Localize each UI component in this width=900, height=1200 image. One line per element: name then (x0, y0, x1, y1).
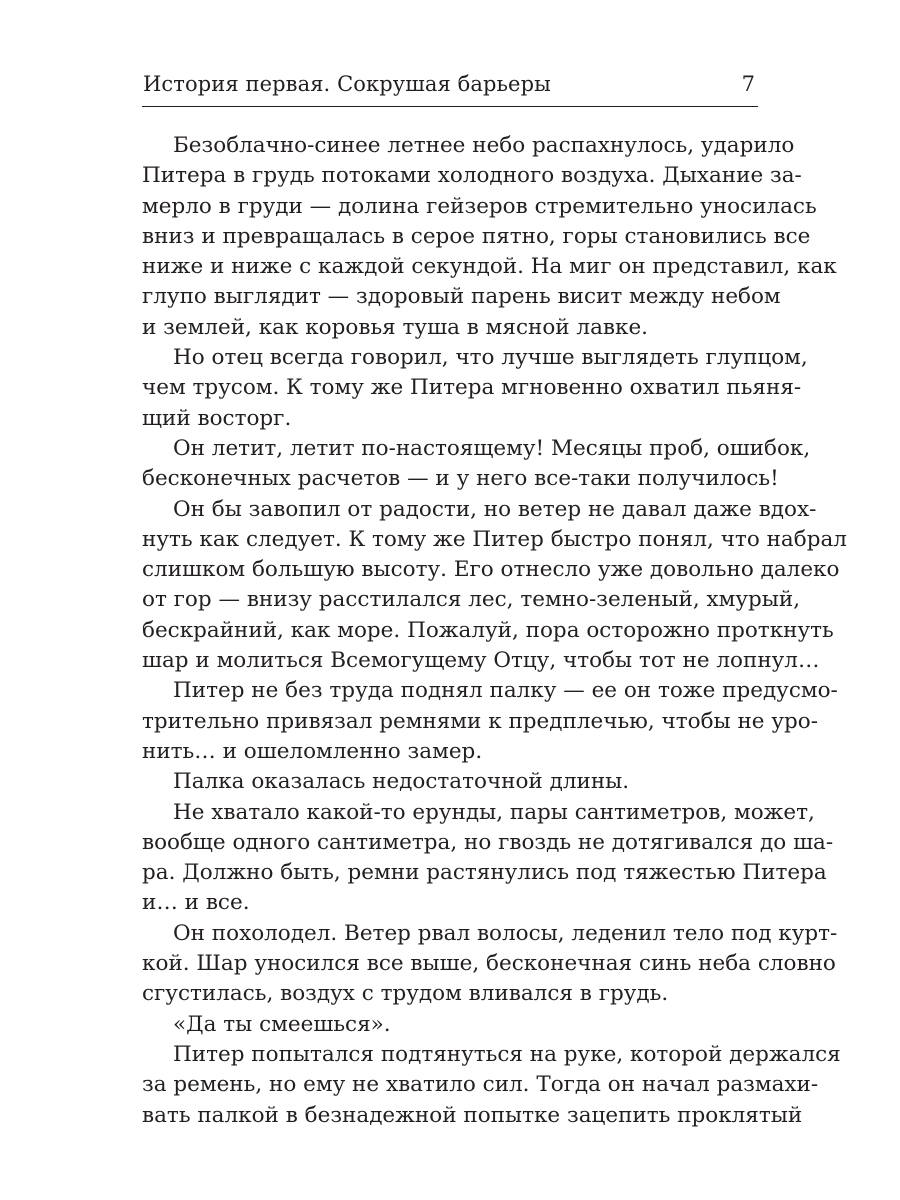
text-line: вообще одного сантиметра, но гвоздь не дотягивался до ша- (142, 829, 834, 855)
text-line: ниже и ниже с каждой секундой. На миг он представил, как (142, 254, 837, 280)
text-line: Питера в грудь потоками холодного воздуха. Дыхание за- (142, 163, 802, 189)
text-line: Не хватало какой-то ерунды, пары сантиметров, может, (173, 799, 815, 825)
running-header (142, 66, 758, 107)
paragraph (142, 131, 837, 343)
text-line: шар и молиться Всемогущему Отцу, чтобы тот не лопнул… (142, 648, 820, 674)
text-line: слишком большую высоту. Его отнесло уже довольно далеко (142, 557, 840, 583)
paragraph (142, 1010, 758, 1040)
text-line: Питер не без труда поднял палку — ее он тоже предусмо- (173, 678, 838, 704)
text-line: чем трусом. К тому же Питера мгновенно охватил пьяня- (142, 375, 802, 401)
text-line: и землей, как коровья туша в мясной лавке. (142, 314, 649, 340)
paragraph (142, 434, 811, 495)
text-line: глупо выглядит — здоровый парень висит между небом (142, 284, 781, 310)
text-line: Он летит, летит по-настоящему! Месяцы проб, ошибок, (173, 435, 811, 461)
paragraph (142, 767, 758, 797)
text-line: Палка оказалась недостаточной длины. (173, 769, 630, 795)
running-title: История первая. Сокрушая барьеры (143, 72, 551, 96)
body-text (142, 131, 847, 1131)
text-line: щий восторг. (142, 405, 292, 431)
paragraph (142, 798, 834, 919)
text-line: Он бы завопил от радости, но ветер не давал даже вдох- (173, 496, 817, 522)
text-line: бесконечных расчетов — и у него все-таки получилось! (142, 466, 779, 492)
text-line: сгустилась, воздух с трудом вливался в грудь. (142, 981, 669, 1007)
paragraph (142, 919, 838, 1010)
text-line: «Да ты смеешься». (173, 1011, 391, 1037)
text-line: Питер попытался подтянуться на руке, которой держался (173, 1041, 841, 1067)
text-line: вниз и превращалась в серое пятно, горы становились все (142, 223, 811, 249)
paragraph (142, 676, 838, 767)
paragraph (142, 1040, 841, 1131)
text-line: кой. Шар уносился все выше, бесконечная синь неба словно (142, 951, 836, 977)
paragraph (142, 495, 847, 677)
text-line: бескрайний, как море. Пожалуй, пора осторожно проткнуть (142, 617, 834, 643)
book-page (142, 66, 847, 1146)
paragraph (142, 343, 808, 434)
text-line: Он похолодел. Ветер рвал волосы, леденил тело под курт- (173, 920, 838, 946)
text-line: вать палкой в безнадежной попытке зацепить проклятый (142, 1102, 803, 1128)
text-line: и… и все. (142, 890, 250, 916)
text-line: за ремень, но ему не хватило сил. Тогда он начал размахи- (142, 1072, 819, 1098)
text-line: мерло в груди — долина гейзеров стремительно уносилась (142, 193, 817, 219)
page-number: 7 (741, 72, 755, 96)
text-line: трительно привязал ремнями к предплечью, чтобы не уро- (142, 708, 818, 734)
text-line: Безоблачно-синее летнее небо распахнулось, ударило (173, 133, 795, 158)
text-line: от гор — внизу расстилался лес, темно-зеленый, хмурый, (142, 587, 801, 613)
text-line: нить… и ошеломленно замер. (142, 738, 483, 764)
text-line: Но отец всегда говорил, что лучше выглядеть глупцом, (173, 345, 808, 371)
text-line: ра. Должно быть, ремни растянулись под тяжестью Питера (142, 860, 827, 886)
text-line: нуть как следует. К тому же Питер быстро понял, что набрал (142, 526, 847, 552)
